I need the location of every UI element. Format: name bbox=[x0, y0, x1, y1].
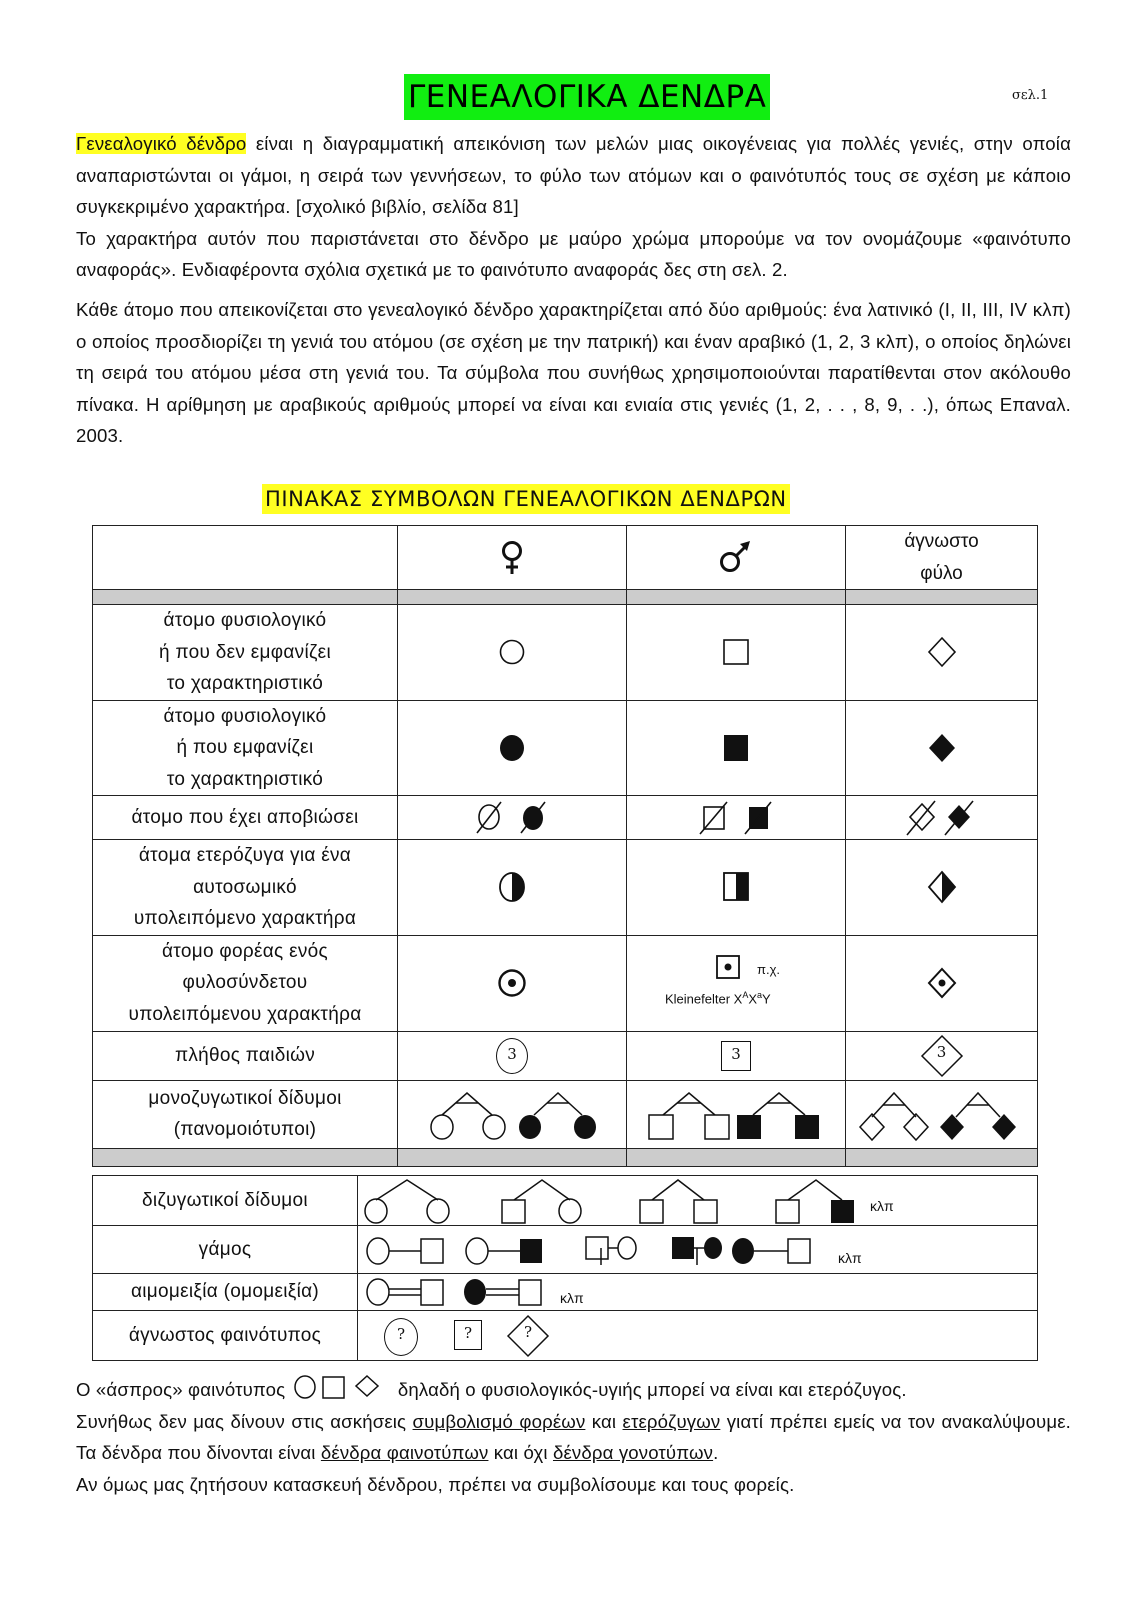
table-row bbox=[93, 1176, 1038, 1226]
unknown-sex-line2: φύλο bbox=[920, 562, 963, 584]
footer-line-4: Αν όμως μας ζητήσουν κατασκευή δένδρου, πρέπει να συμβολίσουμε και τους φορείς. bbox=[76, 1473, 795, 1495]
carrier-diamond-icon bbox=[925, 966, 959, 1000]
symbols-table bbox=[92, 525, 1038, 1167]
row-label: άτομο φορέας ενός φυλοσύνδετου υπολειπόμενου χαρακτήρα bbox=[93, 935, 398, 1031]
table-header-row bbox=[93, 526, 1038, 590]
header-male bbox=[627, 526, 846, 590]
table-row bbox=[93, 1311, 1038, 1361]
half-filled-square-icon bbox=[719, 870, 753, 904]
carrier-male-cell bbox=[627, 935, 846, 1031]
filled-circle-icon bbox=[497, 733, 527, 763]
marriage-icons bbox=[358, 1227, 1037, 1273]
etc-label: κλπ bbox=[870, 1197, 894, 1214]
deceased-diamond-icons bbox=[897, 800, 987, 836]
gray-separator-row bbox=[93, 590, 1038, 605]
monozygotic-twins-female-icons bbox=[422, 1087, 602, 1141]
row-label: άγνωστος φαινότυπος bbox=[93, 1311, 358, 1361]
table-row bbox=[93, 796, 1038, 840]
consanguinity-icons bbox=[358, 1275, 1037, 1310]
table-row bbox=[93, 1080, 1038, 1148]
monozygotic-twins-unknown-icons bbox=[852, 1087, 1032, 1141]
children-count-diamond: 3 bbox=[920, 1034, 964, 1078]
male-icon bbox=[716, 540, 756, 576]
etc-label: κλπ bbox=[560, 1289, 584, 1306]
row-label: άτομο φυσιολογικό ή που δεν εμφανίζει το χαρακτηριστικό bbox=[93, 605, 398, 701]
open-circle-icon bbox=[497, 637, 527, 667]
half-filled-circle-icon bbox=[495, 870, 529, 904]
open-square-icon bbox=[721, 637, 751, 667]
page-number: σελ.1 bbox=[1012, 88, 1049, 103]
filled-diamond-icon bbox=[925, 731, 959, 765]
unknown-square-icon: ? bbox=[454, 1320, 482, 1350]
footer-line-1b: δηλαδή ο φυσιολογικός-υγιής μπορεί να είναι και ετερόζυγος. bbox=[392, 1379, 907, 1400]
example-note: π.χ. bbox=[757, 962, 781, 977]
header-female bbox=[398, 526, 627, 590]
deceased-square-icons bbox=[691, 801, 781, 835]
table-row bbox=[93, 605, 1038, 701]
row-label: διζυγωτικοί δίδυμοι bbox=[93, 1176, 358, 1226]
table-row bbox=[93, 700, 1038, 796]
row-label: μονοζυγωτικοί δίδυμοι (πανομοιότυποι) bbox=[93, 1080, 398, 1148]
monozygotic-twins-male-icons bbox=[641, 1087, 831, 1141]
footer-paragraph: Ο «άσπρος» φαινότυπος δηλαδή ο φυσιολογικός-υγιής μπορεί να είναι και ετερόζυγος. Συνήθως δεν μας δίνουν στις ασκήσεις συμβολισμό φορέων και ετερόζυγων γιατί πρέπει εμείς να τον ανακαλύψουμε. Τα δένδρα που δίνονται είναι δένδρα φαινοτύπων και όχι δένδρα γονοτύπων. Αν όμως μας ζητήσουν κατασκευή δένδρου, πρέπει να συμβολίσουμε και τους φορείς. bbox=[76, 1374, 1071, 1500]
highlighted-term: Γενεαλογικό δένδρο bbox=[76, 133, 247, 154]
unknown-sex-line1: άγνωστο bbox=[904, 531, 979, 552]
table-row bbox=[93, 1226, 1038, 1274]
table-title: ΠΙΝΑΚΑΣ ΣΥΜΒΟΛΩΝ ΓΕΝΕΑΛΟΓΙΚΩΝ ΔΕΝΔΡΩΝ bbox=[262, 484, 790, 514]
numbering-text: Κάθε άτομο που απεικονίζεται στο γενεαλογικό δένδρο χαρακτηρίζεται από δύο αριθμούς: ένα λατινικό (I, II, III, IV κλπ) ο οποίος προσδιορίζει τη γενιά του ατόμου (σε σχέση με την πατρική) και έναν αραβικό (1, 2, 3 κλπ), ο οποίος δηλώνει τη σειρά του ατόμου μέσα στη γενιά του. Τα σύμβολα που συνήθως χρησιμοποιούνται παρατίθενται στον ακόλουθο πίνακα. Η αρίθμηση με αραβικούς αριθμούς μπορεί να είναι και ενιαία στις γενιές (1, 2, . . , 8, 9, . .), όπως Επαναλ. 2003. bbox=[76, 299, 1071, 446]
row-label: γάμος bbox=[93, 1226, 358, 1274]
footer-line-1a: Ο «άσπρος» φαινότυπος bbox=[76, 1379, 286, 1400]
open-diamond-icon bbox=[925, 635, 959, 669]
header-unknown-sex bbox=[846, 526, 1038, 590]
filled-square-icon bbox=[721, 733, 751, 763]
white-phenotype-icons bbox=[293, 1375, 393, 1399]
row-label: άτομα ετερόζυγα για ένα αυτοσωμικό υπολειπόμενο χαρακτήρα bbox=[93, 840, 398, 936]
half-filled-diamond-icon bbox=[925, 870, 959, 904]
relations-table bbox=[92, 1175, 1038, 1361]
female-icon bbox=[497, 538, 527, 578]
gray-separator-row bbox=[93, 1148, 1038, 1166]
carrier-circle-icon bbox=[495, 966, 529, 1000]
unknown-circle-icon: ? bbox=[384, 1318, 418, 1356]
table-row bbox=[93, 840, 1038, 936]
kleinefelter-note: Kleinefelter $X^AX^aY$ bbox=[665, 990, 771, 1007]
intro-paragraph bbox=[76, 128, 1071, 286]
table-row bbox=[93, 1031, 1038, 1080]
carrier-square-icon bbox=[715, 954, 743, 982]
children-count-square: 3 bbox=[721, 1041, 751, 1071]
table-row bbox=[93, 935, 1038, 1031]
underlined-genotype-trees: δένδρα γονοτύπων bbox=[552, 1442, 714, 1463]
table-row bbox=[93, 1274, 1038, 1311]
row-label: άτομο φυσιολογικό ή που εμφανίζει το χαρακτηριστικό bbox=[93, 700, 398, 796]
row-label: άτομο που έχει αποβιώσει bbox=[93, 796, 398, 840]
page-title: ΓΕΝΕΑΛΟΓΙΚΑ ΔΕΝΔΡΑ bbox=[404, 74, 770, 120]
intro-line-2: Το χαρακτήρα αυτόν που παριστάνεται στο δένδρο με μαύρο χρώμα μπορούμε να τον ονομάζουμε «φαινότυπο αναφοράς». Ενδιαφέροντα σχόλια σχετικά με το φαινότυπο αναφοράς δες στη σελ. 2. bbox=[76, 227, 1071, 280]
children-count-circle: 3 bbox=[496, 1038, 528, 1074]
row-label: πλήθος παιδιών bbox=[93, 1031, 398, 1080]
header-empty-cell bbox=[93, 526, 398, 590]
etc-label: κλπ bbox=[838, 1249, 862, 1266]
unknown-diamond-icon: ? bbox=[506, 1314, 550, 1358]
underlined-phenotype-trees: δένδρα φαινοτύπων bbox=[320, 1442, 489, 1463]
underlined-heterozygous: ετερόζυγων bbox=[622, 1410, 721, 1432]
deceased-circle-icons bbox=[467, 801, 557, 835]
numbering-paragraph bbox=[76, 294, 1071, 452]
unknown-phenotype-icons bbox=[358, 1312, 1037, 1360]
intro-line-1: είναι η διαγραμματική απεικόνιση των μελών μιας οικογένειας για πολλές γενιές, στην οποία αναπαριστώνται οι γάμοι, η σειρά των γεννήσεων, το φύλο των ατόμων και ο φαινότυπός τους σε σχέση με κάποιο συγκεκριμένο χαρακτήρα. [σχολικό βιβλίο, σελίδα 81] bbox=[76, 133, 1071, 217]
underlined-carrier-symbolism: συμβολισμό φορέων bbox=[412, 1410, 586, 1432]
row-label: αιμομειξία (ομομειξία) bbox=[93, 1274, 358, 1311]
dizygotic-twins-icons bbox=[358, 1177, 1037, 1225]
